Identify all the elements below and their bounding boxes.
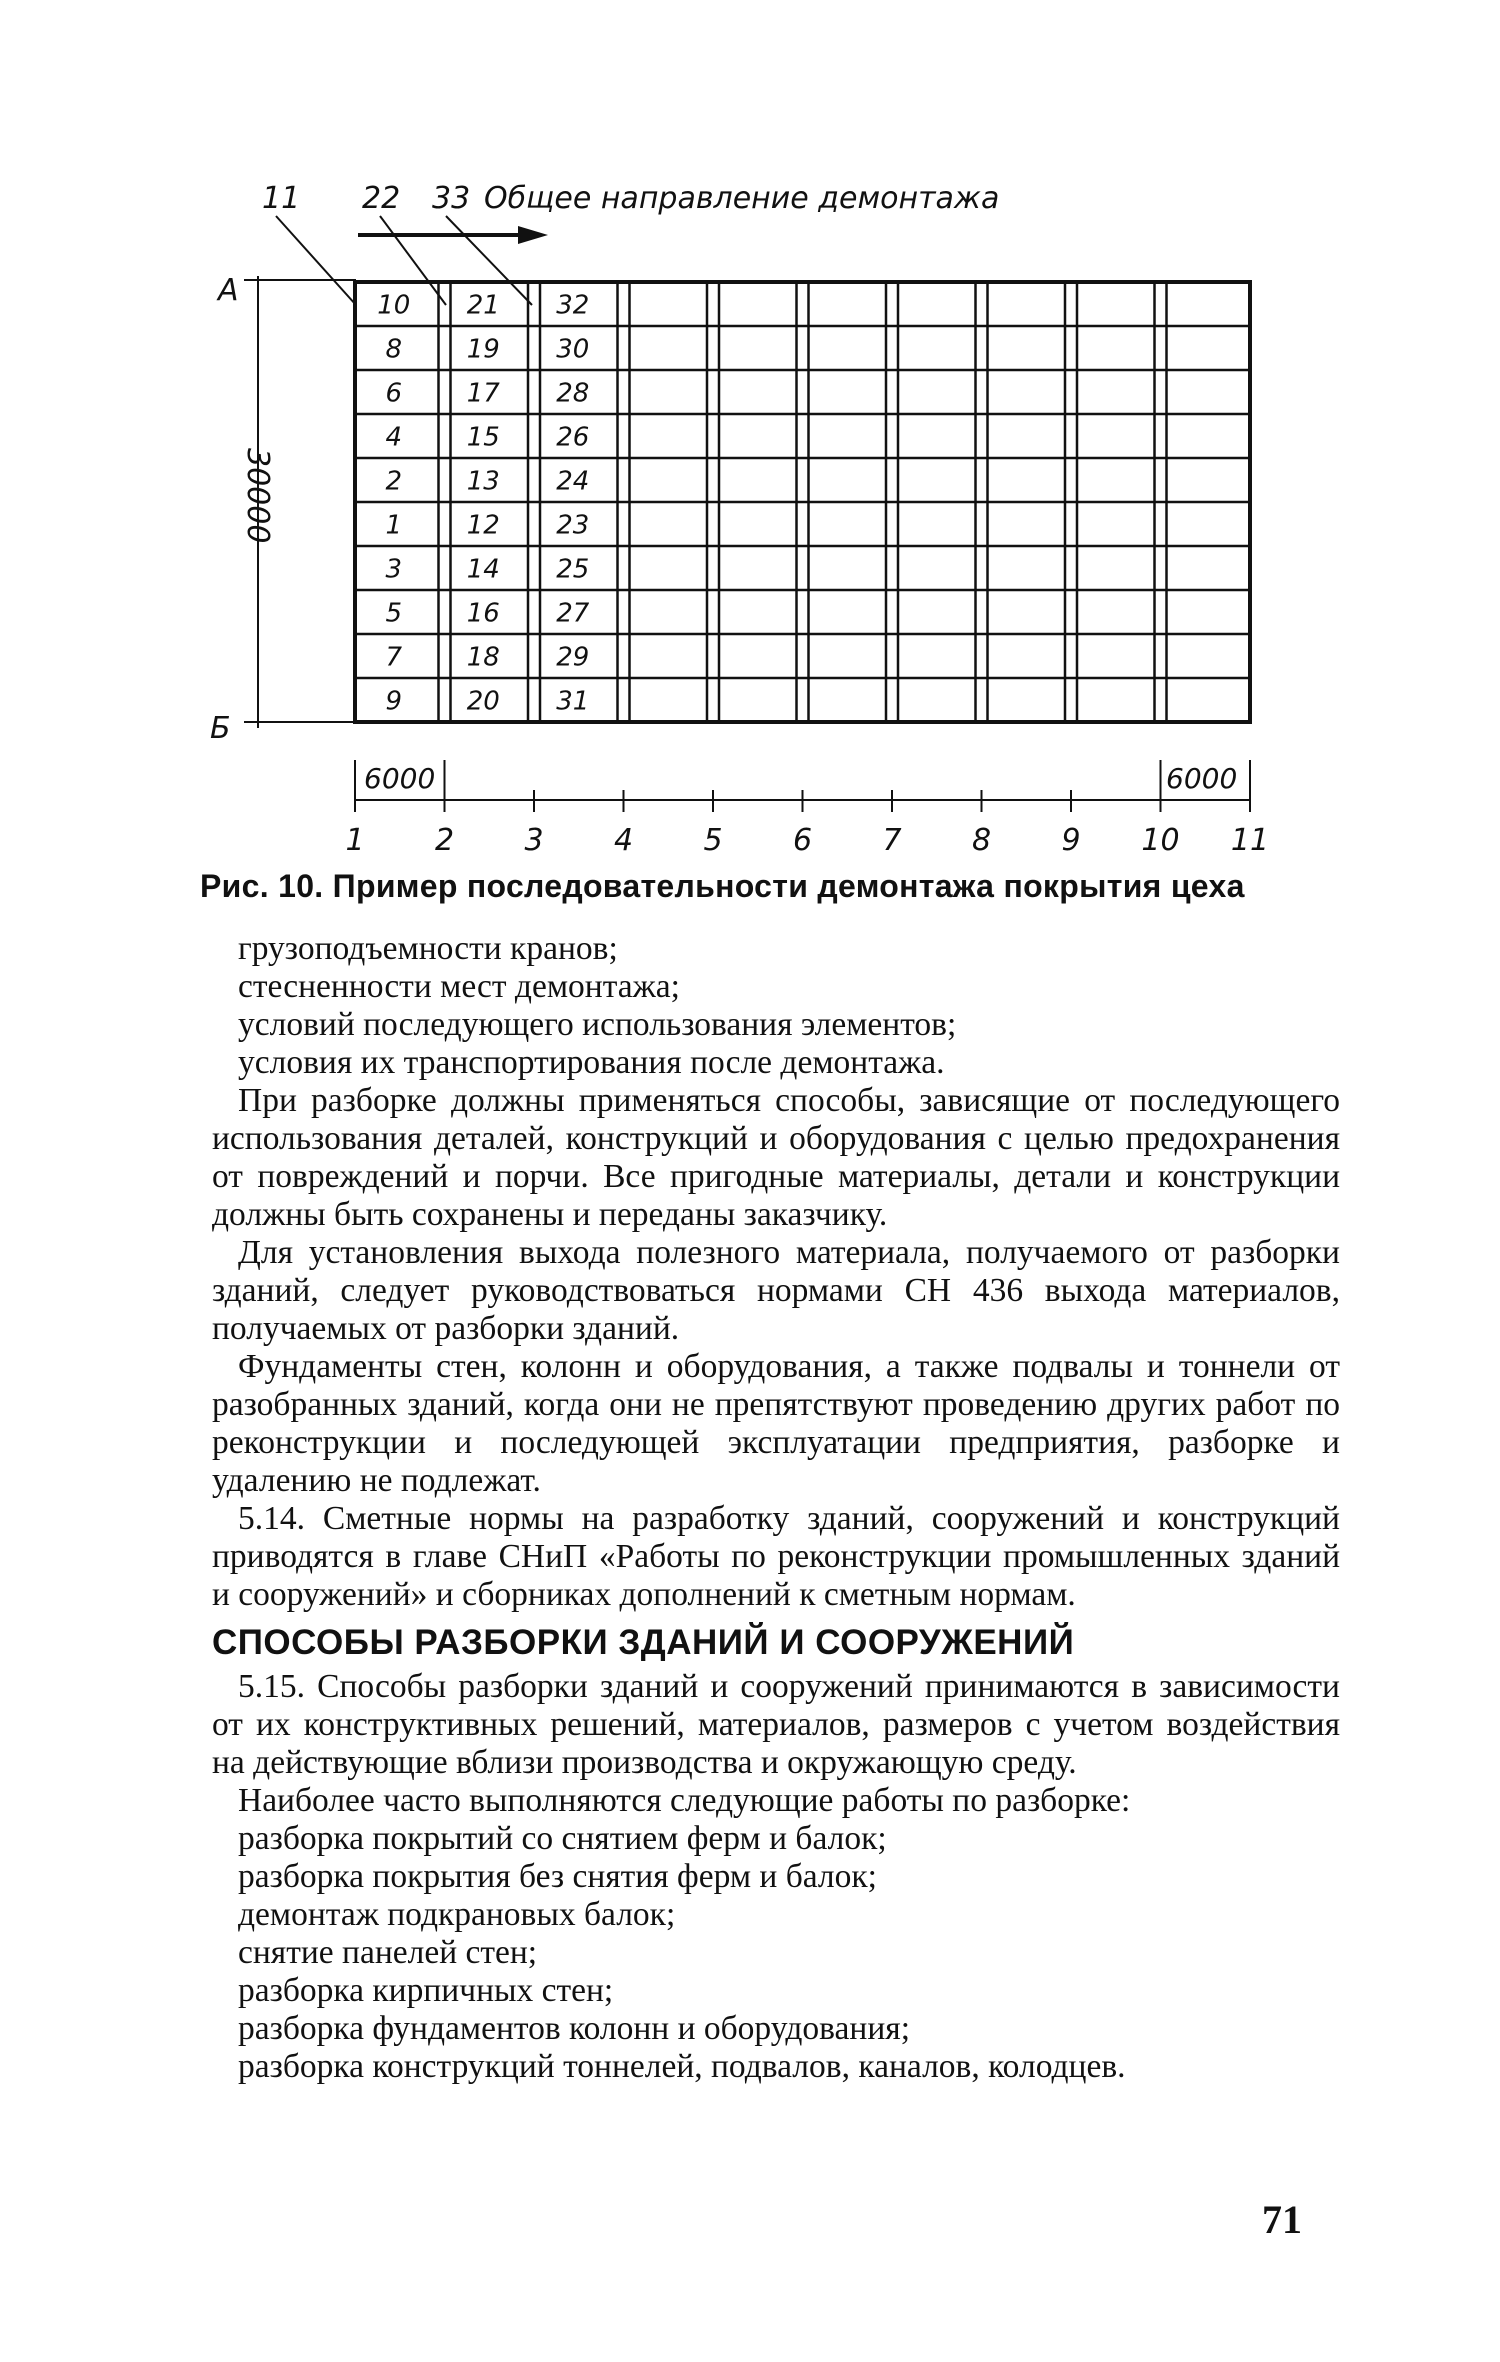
list-item: демонтаж подкрановых балок; <box>238 1896 676 1933</box>
paragraph: При разборке должны применяться способы, зависящие от последующего использования деталей, конструкций и оборудования с целью предохранения от повреждений и порчи. Все пригодные материалы, детали и конструкции должны быть сохранены и переданы заказчику. <box>212 1082 1340 1233</box>
cell-number: 3 <box>385 554 403 585</box>
cell-number: 7 <box>385 642 403 673</box>
label-22: 22 <box>362 181 401 216</box>
cell-number: 29 <box>556 642 590 673</box>
list-item: разборка конструкций тоннелей, подвалов, каналов, колодцев. <box>238 2048 1126 2085</box>
cell-number: 18 <box>466 642 500 673</box>
label-11: 11 <box>262 181 301 216</box>
cell-number: 20 <box>466 686 500 717</box>
cell-number: 2 <box>385 466 403 497</box>
page-body <box>212 930 1340 2086</box>
cell-number: 23 <box>556 510 590 541</box>
list-item: разборка покрытий со снятием ферм и балок; <box>238 1820 887 1857</box>
page-number: 71 <box>1262 2197 1302 2242</box>
paragraph-5-14: 5.14. Сметные нормы на разработку зданий, сооружений и конструкций приводятся в главе СНиП «Работы по реконструкции промышленных зданий и сооружений» и сборниках дополнений к сметным нормам. <box>212 1500 1340 1613</box>
paragraph-5-15: 5.15. Способы разборки зданий и сооружений принимаются в зависимости от их конструктивных решений, материалов, размеров с учетом воздействия на действующие вблизи производства и окружающую среду. <box>212 1668 1340 1781</box>
list-item: снятие панелей стен; <box>238 1934 538 1971</box>
cell-number: 1 <box>385 510 403 541</box>
label-33: 33 <box>432 181 471 216</box>
axis-label: 5 <box>703 823 723 858</box>
cell-number: 5 <box>385 598 403 629</box>
axis-label: 8 <box>971 823 992 858</box>
list-item: разборка фундаментов колонн и оборудования; <box>238 2010 910 2047</box>
cell-number: 15 <box>466 422 500 453</box>
dimension-bottom-right: 6000 <box>1166 762 1238 795</box>
axis-label: 11 <box>1230 823 1270 858</box>
axis-label: 1 <box>345 823 365 858</box>
direction-arrowhead <box>518 226 548 244</box>
cell-number: 21 <box>466 290 500 321</box>
cell-number: 13 <box>466 466 500 497</box>
cell-number: 26 <box>556 422 590 453</box>
axis-label: 6 <box>792 823 813 858</box>
cell-number: 32 <box>556 290 590 321</box>
cell-number: 28 <box>556 378 590 409</box>
dimension-vertical: 30000 <box>240 448 275 544</box>
direction-label: Общее направление демонтажа <box>484 181 1000 216</box>
list-item: разборка кирпичных стен; <box>238 1972 614 2009</box>
cell-number: 6 <box>385 378 403 409</box>
axis-label: 4 <box>613 823 634 858</box>
section-heading: СПОСОБЫ РАЗБОРКИ ЗДАНИЙ И СООРУЖЕНИЙ <box>212 1623 1075 1662</box>
figure-caption: Рис. 10. Пример последовательности демонтажа покрытия цеха <box>200 868 1245 904</box>
cell-number: 25 <box>556 554 590 585</box>
paragraph: Наиболее часто выполняются следующие работы по разборке: <box>238 1782 1131 1819</box>
list-item: стесненности мест демонтажа; <box>238 968 680 1005</box>
paragraph: Для установления выхода полезного материала, получаемого от разборки зданий, следует руководствоваться нормами СН 436 выхода материалов, получаемых от разборки зданий. <box>212 1234 1340 1347</box>
cell-number: 14 <box>466 554 500 585</box>
cell-number: 27 <box>556 598 590 629</box>
cell-number: 12 <box>466 510 500 541</box>
cell-number: 24 <box>556 466 590 497</box>
cell-number: 30 <box>556 334 590 365</box>
leader-11 <box>276 216 356 305</box>
list-item: разборка покрытия без снятия ферм и балок; <box>238 1858 877 1895</box>
cell-number: 17 <box>466 378 500 409</box>
list-item: условий последующего использования элементов; <box>238 1006 957 1043</box>
axis-label: 3 <box>524 823 544 858</box>
axis-labels <box>345 823 1269 858</box>
row-label-a: А <box>218 273 239 308</box>
cell-number: 31 <box>556 686 590 717</box>
cell-number: 19 <box>466 334 500 365</box>
axis-label: 2 <box>434 823 455 858</box>
axis-label: 7 <box>882 823 902 858</box>
axis-label: 9 <box>1061 823 1081 858</box>
cell-number: 4 <box>385 422 403 453</box>
row-label-b: Б <box>210 711 231 746</box>
dimension-bottom-left: 6000 <box>364 762 436 795</box>
cell-numbers <box>377 291 590 717</box>
cell-number: 16 <box>466 598 500 629</box>
axis-label: 10 <box>1141 823 1180 858</box>
list-item: условия их транспортирования после демонтажа. <box>238 1044 945 1081</box>
dismantling-sequence-figure <box>0 0 1500 880</box>
axis-ticks <box>355 760 1250 812</box>
cell-number: 8 <box>385 334 403 365</box>
cell-number: 9 <box>385 686 403 717</box>
cell-number: 10 <box>377 290 411 321</box>
list-item: грузоподъемности кранов; <box>238 930 618 967</box>
paragraph: Фундаменты стен, колонн и оборудования, а также подвалы и тоннели от разобранных зданий, когда они не препятствуют проведению других работ по реконструкции и последующей эксплуатации предприятия, разборке и удалению не подлежат. <box>212 1348 1340 1499</box>
